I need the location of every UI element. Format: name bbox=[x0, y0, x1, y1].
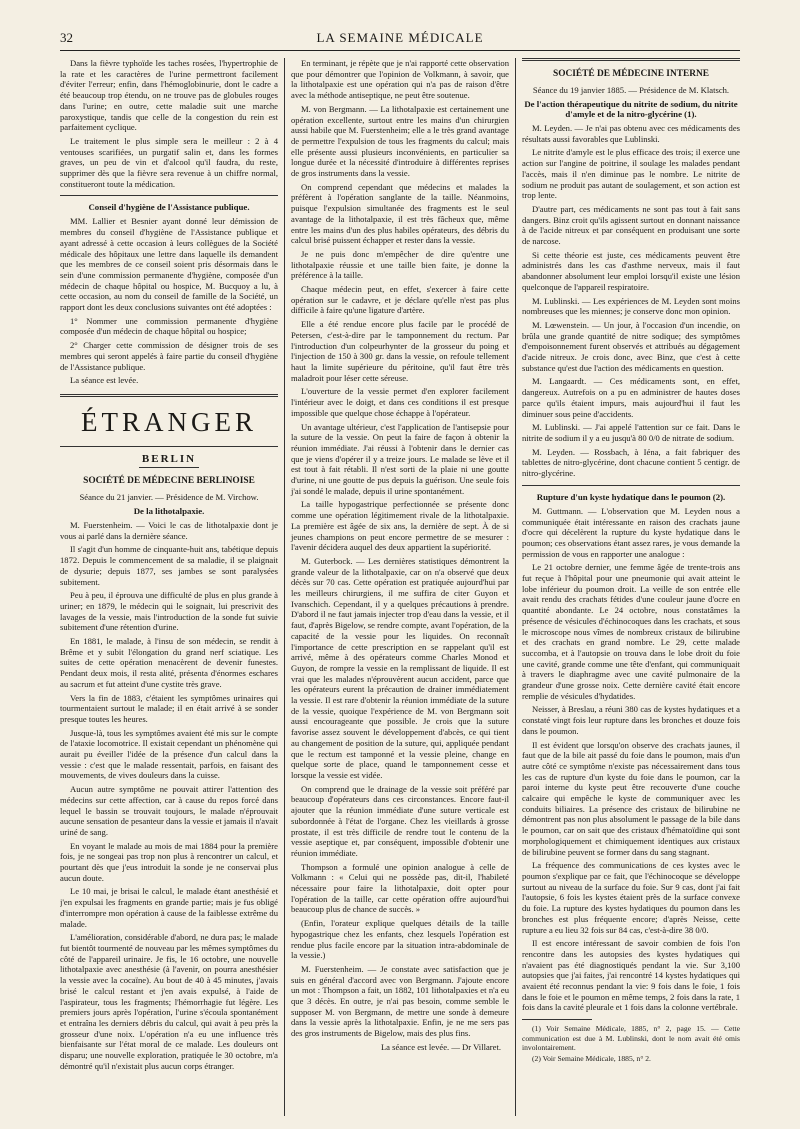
session-line: Séance du 21 janvier. — Présidence de M. Virchow. bbox=[79, 491, 259, 502]
article-columns bbox=[60, 58, 740, 1116]
journal-title: LA SEMAINE MÉDICALE bbox=[316, 30, 484, 45]
paragraph: Le nitrite d'amyle est le plus efficace des trois; il exerce une action sur l'angine de poitrine, il soulage les malades pendant l'accès, mais il n'en diminue pas le nombre. Le nitrite de sodium ne produit pas autant de soulagement, et son action est trop lente. bbox=[522, 147, 740, 201]
divider bbox=[60, 394, 278, 397]
paragraph: Il est évident que lorsqu'on observe des crachats jaunes, il faut que de la bile ait passé du foie dans le poumon, mais d'un autre côté ce symptôme n'existe pas nécessairement dans tous les cas de rupture d'un kyste du foie dans le poumon, car la paroi interne du kyste peut être recouverte d'une couche calcaire qui empêche le kyste de communiquer avec les conduits biliaires. La présence des cristaux de bilirubine ne démontrent pas non plus absolument le passage de la bile dans le poumon, car on sait que des cristaux d'hématoïdine qui sont morphologiquement et chimiquement identiques aux cristaux de bilirubine peuvent se former dans du sang stagnant. bbox=[522, 739, 740, 857]
divider bbox=[522, 58, 740, 61]
paragraph: La séance est levée. bbox=[70, 375, 139, 386]
society-heading: SOCIÉTÉ DE MÉDECINE INTERNE bbox=[552, 69, 710, 79]
footnote-rule bbox=[522, 1019, 592, 1020]
paragraph: Chaque médecin peut, en effet, s'exercer à faire cette opération sur le cadavre, et je déclare qu'elle n'est pas plus difficile à faire qu'une ligature d'artère. bbox=[291, 284, 509, 316]
city-heading: BERLIN bbox=[141, 452, 197, 465]
column-1 bbox=[60, 58, 278, 1116]
divider bbox=[60, 446, 278, 447]
paragraph: Aucun autre symptôme ne pouvait attirer l'attention des médecins sur cette affection, car à cause du repos forcé dans lequel le bassin se trouvait toujours, le malade n'éprouvait aucune sensation de pesanteur dans la vessie et jamais il n'avait uriné de sang. bbox=[60, 784, 278, 837]
paragraph: M. Guttmann. — L'observation que M. Leyden nous a communiquée était intéressante en raison des crachats jaune d'ocre qui décelèrent la rupture du kyste hydatique dans le poumon; ces observations étant assez rares, je vous demande la permission de vous en rapporter une analogue : bbox=[522, 505, 740, 559]
paragraph: M. Fuerstenheim. — Voici le cas de lithotalpaxie dont je vous ai parlé dans la dernière séance. bbox=[60, 519, 278, 541]
paragraph: Il est encore intéressant de savoir combien de fois l'on rencontre dans les autopsies des kystes hydatiques qui n'avaient pas été diagnostiqués pendant la vie. Sur 3,100 autopsies que j'ai faites, j'ai rencontré 14 kystes hydatiques qui avaient été reconnus pendant la vie: 9 fois dans le foie, 1 fois dans le foie et le poumon en même temps, 2 fois dans la rate, 1 fois dans la cavité pleurale et 1 fois dans la colonne vertébrale. bbox=[522, 938, 740, 1013]
paragraph: D'autre part, ces médicaments ne sont pas tout à fait sans dangers. Binz croit qu'ils agissent surtout en donnant naissance à de l'acide nitreux et par conséquent en produisant une sorte de narcose. bbox=[522, 203, 740, 247]
paragraph: Jusque-là, tous les symptômes avaient été mis sur le compte de l'ataxie locomotrice. Il existait cependant un phénomène qui aurait pu éveiller l'idée de la présence d'un calcul dans la vessie : c'est que le malade ressentait, parfois, en faisant des mouvements, de vives douleurs dans la cuisse. bbox=[60, 727, 278, 781]
paragraph: M. Lœwenstein. — Un jour, à l'occasion d'un incendie, on brûla une grande quantité de nitre sodique; des symptômes d'empoisonnement furent observés et attribués au dégagement d'acide nitreux. Je crois donc, avec Binz, que c'est à cette substance qu'est due l'action des médicaments en question. bbox=[522, 319, 740, 373]
paragraph: M. Guterbock. — Les dernières statistiques démontrent la grande valeur de la lithotalpaxie, car on n'a observé que deux décès sur 70 cas. Cette opération est pratiquée aujourd'hui par les meilleurs chirurgiens, il me suffira de citer Guyon et Ivanschich. Cependant, il y a quelques précautions à prendre. D'abord il ne faut jamais injecter trop d'eau dans la vessie, et il faut, d'après Bigelow, se rendre compte, avant l'opération, de la capacité de la vessie pour les liquides. On reconnaît l'importance de cette prescription en se rappelant qu'il est arrivé, même à des opérateurs comme Charles Monod et Guyon, de rompre la vessie en la remplissant de liquide. Il est vrai que les malades n'éprouvèrent aucun accident, parce que les opérateurs eurent la précaution de drainer immédiatement la vessie. Il est rare d'obtenir la réunion immédiate de la suture de la vessie, quoique l'expérience de M. von Bergmann soit aussi encourageante que possible. Je crois que la suture favorise assez souvent le développement d'abcès, ce qui tient au changement de position de la suture, qui, appliquée pendant que le rectum est tamponné et la vessie pleine, change en quelque sorte de place, quand le tamponnement cesse et lorsque la vessie est vidée. bbox=[291, 555, 509, 780]
page-header bbox=[60, 30, 740, 51]
paragraph: La fréquence des communications de ces kystes avec le poumon s'explique par ce fait, que l'échinocoque se développe surtout au niveau de la surface du foie. Sur 9 cas, dont j'ai fait l'autopsie, 6 fois les kystes étaient près de la surface convexe du foie. La rupture des kystes hydatiques du poumon dans les bronches est plus fréquente encore; d'après Neisse, cette rupture a eu lieu 32 fois sur 84 cas, c'est-à-dire 38 0/0. bbox=[522, 860, 740, 935]
section-title: ÉTRANGER bbox=[81, 406, 257, 437]
divider bbox=[522, 485, 740, 486]
paragraph: 1° Nommer une commission permanente d'hygiène composée d'un médecin de chaque hôpital ou hospice; bbox=[60, 315, 278, 337]
paragraph: Le 21 octobre dernier, une femme âgée de trente-trois ans fut reçue à l'hôpital pour une pneumonie qui avait atteint le lobe inférieur du poumon droit. La veille de son entrée elle avait rendu des crachats fétides d'une couleur jaune d'ocre en quantité abondante. Le 24 octobre, nous constatâmes la présence de vésicules d'échinocoques dans les crachats, et sous le microscope nous vîmes de nombreux cristaux de bilirubine et des crachats en grand nombre. Le 29, cette malade succomba, et à l'autopsie on trouva dans le lobe droit du foie une cavité, grande comme une tête d'enfant, qui communiquait à travers le diaphragme avec une cavité pulmonaire de la grandeur d'une grosse noix. Cette dernière cavité était encore remplie de vésicules d'hydatides. bbox=[522, 562, 740, 701]
paragraph: M. von Bergmann. — La lithotalpaxie est certainement une opération excellente, surtout entre les mains d'un chirurgien aussi habile que M. Fuerstenheim; elle a le très grand avantage de permettre l'expulsion de tous les fragments du calcul; mais elle présente aussi plusieurs inconvénients, en particulier sa longue durée et la nécessité d'introduire à différentes reprises de gros instruments dans la vessie. bbox=[291, 103, 509, 179]
paragraph: (Enfin, l'orateur explique quelques détails de la taille hypogastrique chez les enfants, chez lesquels l'opération est rendue plus facile encore par la situation intra-abdominale de la vessie.) bbox=[291, 918, 509, 961]
paragraph: Thompson a formulé une opinion analogue à celle de Volkmann : « Celui qui ne possède pas, dit-il, l'habileté nécessaire pour faire la lithotalpaxie, doit opter pour l'opération de la taille, car cette opération offre aujourd'hui beaucoup plus de chance de succès. » bbox=[291, 861, 509, 915]
paragraph: Je ne puis donc m'empêcher de dire qu'entre une lithotalpaxie réussie et une taille bien faite, je donne la préférence à la taille. bbox=[291, 248, 509, 281]
paragraph: Dans la fièvre typhoïde les taches rosées, l'hypertrophie de la rate et les caractères de l'urine permettront facilement d'éviter l'erreur; enfin, dans l'hémoglobinurie, dont le cadre a été beaucoup trop étendu, on ne trouve pas de globules rouges dans l'urine; en outre, cette maladie suit une marche paroxystique, tandis que celle de la congestion du rein est parfaitement cyclique. bbox=[60, 58, 278, 133]
paragraph: Elle a été rendue encore plus facile par le procédé de Petersen, c'est-à-dire par le tamponnement du rectum. Par l'introduction d'un colpeurhynter de la grosseur du poing et l'injection de 150 à 300 gr. dans la vessie, on refoule tellement haut la limite supérieure du péritoine, qu'il faut être très maladroit pour léser cette séreuse. bbox=[291, 319, 509, 383]
topic-heading: De la lithotalpaxie. bbox=[133, 505, 205, 516]
signature: La séance est levée. — Dr Villaret. bbox=[380, 1041, 501, 1052]
paragraph: En terminant, je répète que je n'ai rapporté cette observation que pour démontrer que l'opinion de Volkmann, à savoir, que la lithotalpaxie est une opération qui n'a pas de raison d'être avec la méthode antiseptique, ne peut être soutenue. bbox=[291, 58, 509, 101]
paragraph: En voyant le malade au mois de mai 1884 pour la première fois, je ne songeai pas trop non plus à rencontrer un calcul, et pourtant dès que j'eus introduit la sonde je ne conservai plus aucun doute. bbox=[60, 840, 278, 883]
column-2 bbox=[284, 58, 509, 1116]
paragraph: M. Fuerstenheim. — Je constate avec satisfaction que je suis en général d'accord avec von Bergmann. J'ajoute encore un mot : Thompson a fait, un 1882, 101 lithotalpaxies et n'a eu que 3 décès. En outre, je n'ai pas besoin, comme semble le supposer M. von Bergmann, de mettre une sonde à demeure dans la vessie après la lithotalpaxie. Enfin, je ne me sers pas des gros instruments de Bigelow, mais des plus fins. bbox=[291, 963, 509, 1039]
society-heading: SOCIÉTÉ DE MÉDECINE BERLINOISE bbox=[83, 475, 255, 486]
paragraph: Vers la fin de 1883, c'étaient les symptômes urinaires qui tourmentaient surtout le malade; il en était arrivé à se sonder presque toutes les heures. bbox=[60, 692, 278, 724]
paragraph: M. Leyden. — Je n'ai pas obtenu avec ces médicaments des résultats aussi favorables que Lublinski. bbox=[522, 123, 740, 144]
paragraph: Un avantage ultérieur, c'est l'application de l'antisepsie pour la suture de la vessie. On peut la faire de façon à obtenir la réunion immédiate. J'ai réussi à l'obtenir dans le dernier cas que je viens d'opérer il y a treize jours. Le malade se lève et il est tout à fait rétabli. Il n'est sorti de la plaie ni une goutte d'urine, ni une goutte de pus depuis la guérison. Une seule fois j'ai sondé le malade, depuis il urine spontanément. bbox=[291, 421, 509, 496]
divider bbox=[60, 195, 278, 196]
paragraph: MM. Lallier et Besnier ayant donné leur démission de membres du conseil d'hygiène de l'Assistance publique et ayant adressé à cette occasion à leurs collègues de la Société médicale des hôpitaux une lettre dans laquelle ils demandent que les membres de ce conseil soient pris désormais dans le sein d'une commission permanente d'hygiène, composée d'un médecin de chaque hôpital ou hospice, M. Bucquoy a lu, à cette occasion, au nom du conseil de famille de la Société, un rapport dont les deux conclusions suivantes ont été adoptées : bbox=[60, 216, 278, 313]
paragraph: M. Lublinski. — J'ai appelé l'attention sur ce fait. Dans le nitrite de sodium il y a eu jusqu'à 80 0/0 de nitrate de sodium. bbox=[522, 422, 740, 443]
topic-heading: De l'action thérapeutique du nitrite de sodium, du nitrite d'amyle et de la nitro-glycérine (1). bbox=[524, 99, 738, 119]
paragraph: L'amélioration, considérable d'abord, ne dura pas; le malade fut bientôt tourmenté de nouveau par les mêmes symptômes du côté de l'appareil urinaire. Je fis, le 16 octobre, une nouvelle lithotalpaxie avec anesthésie (à l'avenir, on pourra anesthésier la vessie avec la cocaïne). Au bout de 40 à 45 minutes, j'avais brisé le calcul restant et j'en avais expulsé, à l'aide de l'aspirateur, tous les fragments; l'hémorrhagie fut légère. Les premiers jours après l'opération, l'urine s'écoula spontanément et entraîna les derniers débris du calcul, qui avait à peu près la grosseur d'une noix. L'opération n'a eu une influence très bienfaisante sur l'état moral de ce malade. Les douleurs ont disparu; une nouvelle exploration, pratiquée le 30 octobre, m'a démontré qu'il n'existait plus aucun corps étranger. bbox=[60, 932, 278, 1071]
paragraph: 2° Charger cette commission de désigner trois de ses membres qui seront appelés à faire partie du conseil d'hygiène de l'Assistance publique. bbox=[60, 340, 278, 372]
paragraph: M. Leyden. — Rossbach, à Iéna, a fait fabriquer des tablettes de nitro-glycérine, dont chacune contient 5 centigr. de nitro-glycérine. bbox=[522, 446, 740, 479]
paragraph: En 1881, le malade, à l'insu de son médecin, se rendit à Brême et y subit l'élongation du grand nerf sciatique. Les suites de cette opération menacèrent de devenir funestes. Pendant deux mois, il resta alité, présenta d'énormes eschares au sacrum et fut atteint d'une cystite très grave. bbox=[60, 636, 278, 689]
footnote: (2) Voir Semaine Médicale, 1885, n° 2. bbox=[532, 1054, 651, 1064]
paragraph: On comprend que le drainage de la vessie soit préféré par beaucoup d'opérateurs dans ces circonstances. Encore faut-il ajouter que la réunion immédiate d'une suture verticale est subordonnée à l'état de l'organe. Chez les vieillards à grosse prostate, il est très difficile de rendre tout le contenu de la vessie aseptique et, par conséquent, impossible d'obtenir une réunion immédiate. bbox=[291, 783, 509, 858]
paragraph: On comprend cependant que médecins et malades la préfèrent à l'opération sanglante de la taille. Néanmoins, puisque l'expulsion simultanée des fragments est le seul avantage de la lithotalpaxie, il est très fâcheux que, même entre les mains d'un des plus habiles opérateurs, des débris du calcul brisé puissent échapper et rester dans la vessie. bbox=[291, 181, 509, 246]
session-line: Séance du 19 janvier 1885. — Présidence de M. Klatsch. bbox=[532, 85, 730, 95]
paragraph: M. Langaardt. — Ces médicaments sont, en effet, dangereux. Autrefois on a pu en administrer de hautes doses parce qu'ils étaient impurs, mais aujourd'hui il faut les diminuer sous peine d'accidents. bbox=[522, 376, 740, 419]
paragraph: La taille hypogastrique perfectionnée se présente donc comme une opération légitimement rivale de la lithotalpaxie. La première est âgée de six ans, la dernière de sept. À de si jeunes champions on peut encore permettre de se mesurer : l'avenir décidera auquel des deux appartient la supériorité. bbox=[291, 499, 509, 553]
paragraph: Le 10 mai, je brisai le calcul, le malade étant anesthésié et j'en expulsai les fragments en grande partie; mais je fus obligé d'interrompre mon opération à cause de la faiblesse extrême du malade. bbox=[60, 886, 278, 929]
page-number: 32 bbox=[60, 30, 73, 45]
paragraph: Peu à peu, il éprouva une difficulté de plus en plus grande à uriner; en 1879, le médecin qui le soignait, lui prescrivit des lavages de la vessie, mais l'introduction de la sonde fut suivie subitement d'une rétention d'urine. bbox=[60, 590, 278, 633]
paragraph: Neisser, à Breslau, a réuni 380 cas de kystes hydatiques et a constaté vingt fois leur rupture dans les bronches et douze fois dans le poumon. bbox=[522, 704, 740, 736]
paragraph: Le traitement le plus simple sera le meilleur : 2 à 4 ventouses scarifiées, un purgatif salin et, dans les formes graves, un peu de vin et d'alcool qu'il faudra, du reste, supprimer dès que la fièvre sera revenue à un chiffre normal, constitueront toute la médication. bbox=[60, 135, 278, 189]
section-heading: Conseil d'hygiène de l'Assistance publique. bbox=[88, 202, 250, 213]
column-3 bbox=[515, 58, 740, 1116]
paragraph: L'ouverture de la vessie permet d'en explorer facilement l'intérieur avec le doigt, et dans ces conditions il est presque impossible que quelque chose échappe à l'opérateur. bbox=[291, 386, 509, 418]
topic-heading: Rupture d'un kyste hydatique dans le poumon (2). bbox=[536, 491, 726, 502]
paragraph: Si cette théorie est juste, ces médicaments peuvent être administrés dans les cas d'asthme nerveux, mais il faut abandonner absolument leur emploi lorsqu'il existe une lésion quelconque de l'appareil respiratoire. bbox=[522, 249, 740, 292]
divider bbox=[139, 467, 199, 468]
paragraph: Il s'agit d'un homme de cinquante-huit ans, tabétique depuis 1872. Depuis le commencement de sa maladie, il se plaignait de dysurie; depuis 1877, ses jambes se sont paralysées subitement. bbox=[60, 544, 278, 587]
footnote: (1) Voir Semaine Médicale, 1885, n° 2, page 15. — Cette communication est due à M. Lublinski, dont le nom avait été omis involontairement. bbox=[522, 1024, 740, 1052]
paragraph: M. Lublinski. — Les expériences de M. Leyden sont moins nombreuses que les miennes; je conserve donc mon opinion. bbox=[522, 295, 740, 317]
